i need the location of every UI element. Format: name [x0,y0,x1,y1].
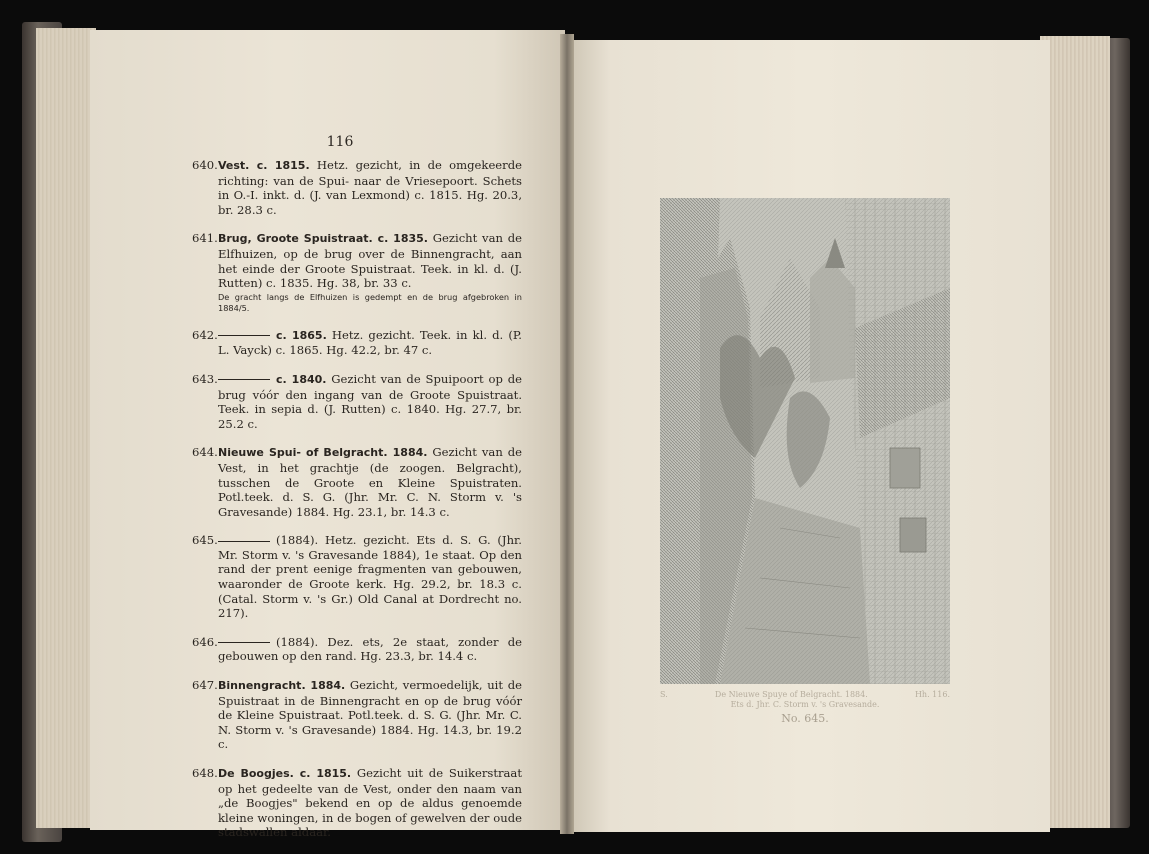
entry-heading: c. 1840. [276,372,327,386]
entry-note: De gracht langs de Elfhuizen is gedempt en de brug afgebroken in 1884/5. [218,291,522,313]
entry-heading: Vest. c. 1815. [218,159,310,172]
caption-left: S. [660,690,668,699]
entry-number: 641. [192,231,218,246]
entry-heading: (1884). [276,533,319,548]
ditto-rule [218,379,270,380]
entry-646 [192,635,522,664]
entry-heading: c. 1865. [276,328,327,342]
entry-645 [192,533,522,621]
caption-right: Hh. 116. [914,690,950,699]
book-gutter [560,34,574,834]
caption-title: De Nieuwe Spuye of Belgracht. 1884. [714,690,868,699]
entry-number: 648. [192,766,218,780]
plate-caption [660,690,950,724]
entry-text: Hetz. gezicht, in de omgekeerde richting: van de Spui- naar de Vriesepoort. Schets in O.-I. inkt. d. (J. van Lexmond) c. 1815. Hg. 20.3, br. 28.3 c. [218,158,522,217]
entry-643 [192,372,522,431]
entry-number: 644. [192,445,218,460]
ditto-rule [218,335,270,336]
entry-heading: Nieuwe Spui- of Belgracht. 1884. [218,446,428,460]
entry-text: Gezicht van de Spuipoort op de brug vóór den ingang van de Groote Spuistraat. Teek. in sepia d. (J. Rutten) c. 1840. Hg. 27.7, br. 25.2 c. [218,371,522,431]
entry-text: Hetz. gezicht. Teek. in kl. d. (P. L. Vayck) c. 1865. Hg. 42.2, br. 47 c. [218,327,522,358]
entry-644 [192,445,522,519]
canal-etching-image [660,198,950,684]
entry-number: 647. [192,678,218,693]
entry-641 [192,231,522,313]
ditto-rule [218,642,270,643]
entry-number: 645. [192,533,218,548]
plate-number: No. 645. [781,712,829,725]
caption-line2: Ets d. Jhr. C. Storm v. 's Gravesande. [730,700,880,709]
entry-number: 643. [192,371,218,386]
entry-heading: De Boogjes. c. 1815. [218,767,352,780]
entry-number: 646. [192,634,218,649]
entry-text: Gezicht van de Elfhuizen, op de brug over de Binnengracht, aan het einde der Groote Spuistraat. Teek. in kl. d. (J. Rutten) c. 1835. Hg. 38, br. 33 c. [218,231,523,291]
page-edges-left [36,28,96,828]
entry-640 [192,158,522,217]
page-edges-right [1040,36,1110,828]
entry-text: Hetz. gezicht. Ets d. S. G. (Jhr. Mr. Storm v. 's Gravesande 1884), 1e staat. Op den rand der prent eenige fragmenten van gebouwen, waaronder de Groote kerk. Hg. 29.2, br. 18.3 c. (Catal. Storm v. 's Gr.) Old Canal at Dordrecht no. 217). [218,533,522,621]
ditto-rule [218,541,270,542]
entry-642 [192,328,522,358]
entry-648 [192,766,522,840]
catalogue-entries [192,158,522,854]
entry-heading: (1884). [276,634,319,649]
page-number: 116 [326,134,354,150]
etching-plate [660,198,950,684]
entry-text: Gezicht uit de Suikerstraat op het gedeelte van de Vest, onder den naam van „de Boogjes" bekend en op de aldus genoemde kleine woningen, in de bogen of gewelven der oude stadswallen aldaar. [218,766,523,840]
entry-number: 640. [192,158,218,172]
entry-number: 642. [192,327,218,342]
entry-heading: Brug, Groote Spuistraat. c. 1835. [218,232,428,246]
entry-text: Dez. ets, 2e staat, zonder de gebouwen op den rand. Hg. 23.3, br. 14.4 c. [218,634,523,664]
entry-text: Gezicht van de Vest, in het grachtje (de zoogen. Belgracht), tusschen de Groote en Kleine Spuistraten. Potl.teek. d. S. G. (Jhr. Mr. C. N. Storm v. 's Gravesande) 1884. Hg. 23.1, br. 14.3 c. [218,445,523,519]
entry-647 [192,678,522,752]
entry-text: Gezicht, vermoedelijk, uit de Spuistraat in de Binnengracht en op de brug vóór de Kleine Spuistraat. Potl.teek. d. S. G. (Jhr. Mr. C. N. Storm v. 's Gravesande) 1884. Hg. 14.3, br. 19.2 c. [218,678,522,752]
entry-heading: Binnengracht. 1884. [218,679,346,693]
